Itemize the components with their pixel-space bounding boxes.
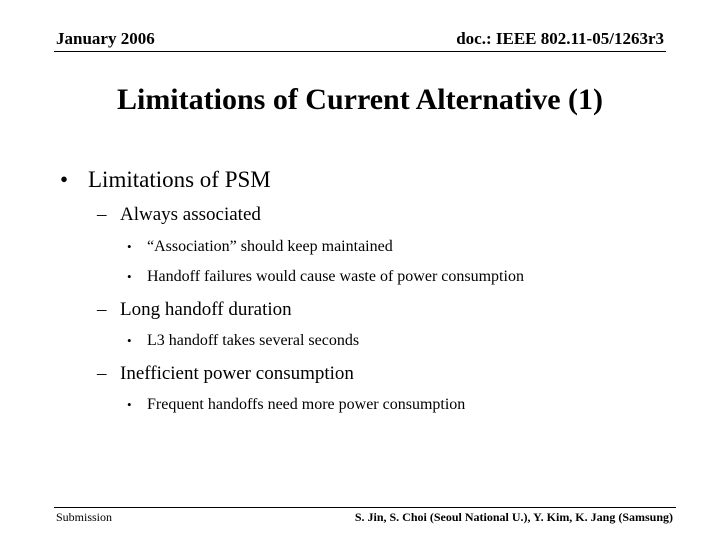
detail-text: L3 handoff takes several seconds — [147, 332, 360, 349]
sub-item-text: Long handoff duration — [120, 299, 292, 320]
sub-bullet-marker: • — [127, 239, 132, 254]
sub-item-long-handoff — [97, 298, 292, 322]
footer-submission: Submission — [56, 510, 113, 524]
detail-handoff-failures — [127, 266, 524, 288]
bullet-limitations-of-psm — [60, 166, 271, 194]
detail-frequent-handoffs — [127, 394, 465, 416]
sub-item-text: Always associated — [120, 204, 261, 225]
detail-l3-handoff — [127, 330, 359, 352]
header-divider — [54, 51, 666, 52]
bullet-text: Limitations of PSM — [88, 167, 271, 192]
sub-bullet-marker: • — [127, 397, 132, 412]
dash-marker: – — [97, 299, 107, 320]
dash-marker: – — [97, 204, 107, 225]
sub-bullet-marker: • — [127, 333, 132, 348]
detail-text: “Association” should keep maintained — [147, 238, 393, 255]
detail-text: Frequent handoffs need more power consumption — [147, 396, 466, 413]
dash-marker: – — [97, 363, 107, 384]
detail-association-maintained — [127, 236, 393, 258]
footer-authors: S. Jin, S. Choi (Seoul National U.), Y. Kim, K. Jang (Samsung) — [354, 510, 673, 524]
sub-item-inefficient-power — [97, 362, 354, 386]
slide-title: Limitations of Current Alternative (1) — [116, 83, 604, 116]
sub-item-text: Inefficient power consumption — [120, 363, 354, 384]
footer-divider — [54, 507, 676, 508]
sub-bullet-marker: • — [127, 269, 132, 284]
detail-text: Handoff failures would cause waste of power consumption — [147, 268, 524, 285]
header-doc-id: doc.: IEEE 802.11-05/1263r3 — [456, 29, 664, 48]
sub-item-always-associated — [97, 203, 261, 227]
header-date: January 2006 — [56, 29, 155, 48]
bullet-marker: • — [60, 167, 69, 192]
